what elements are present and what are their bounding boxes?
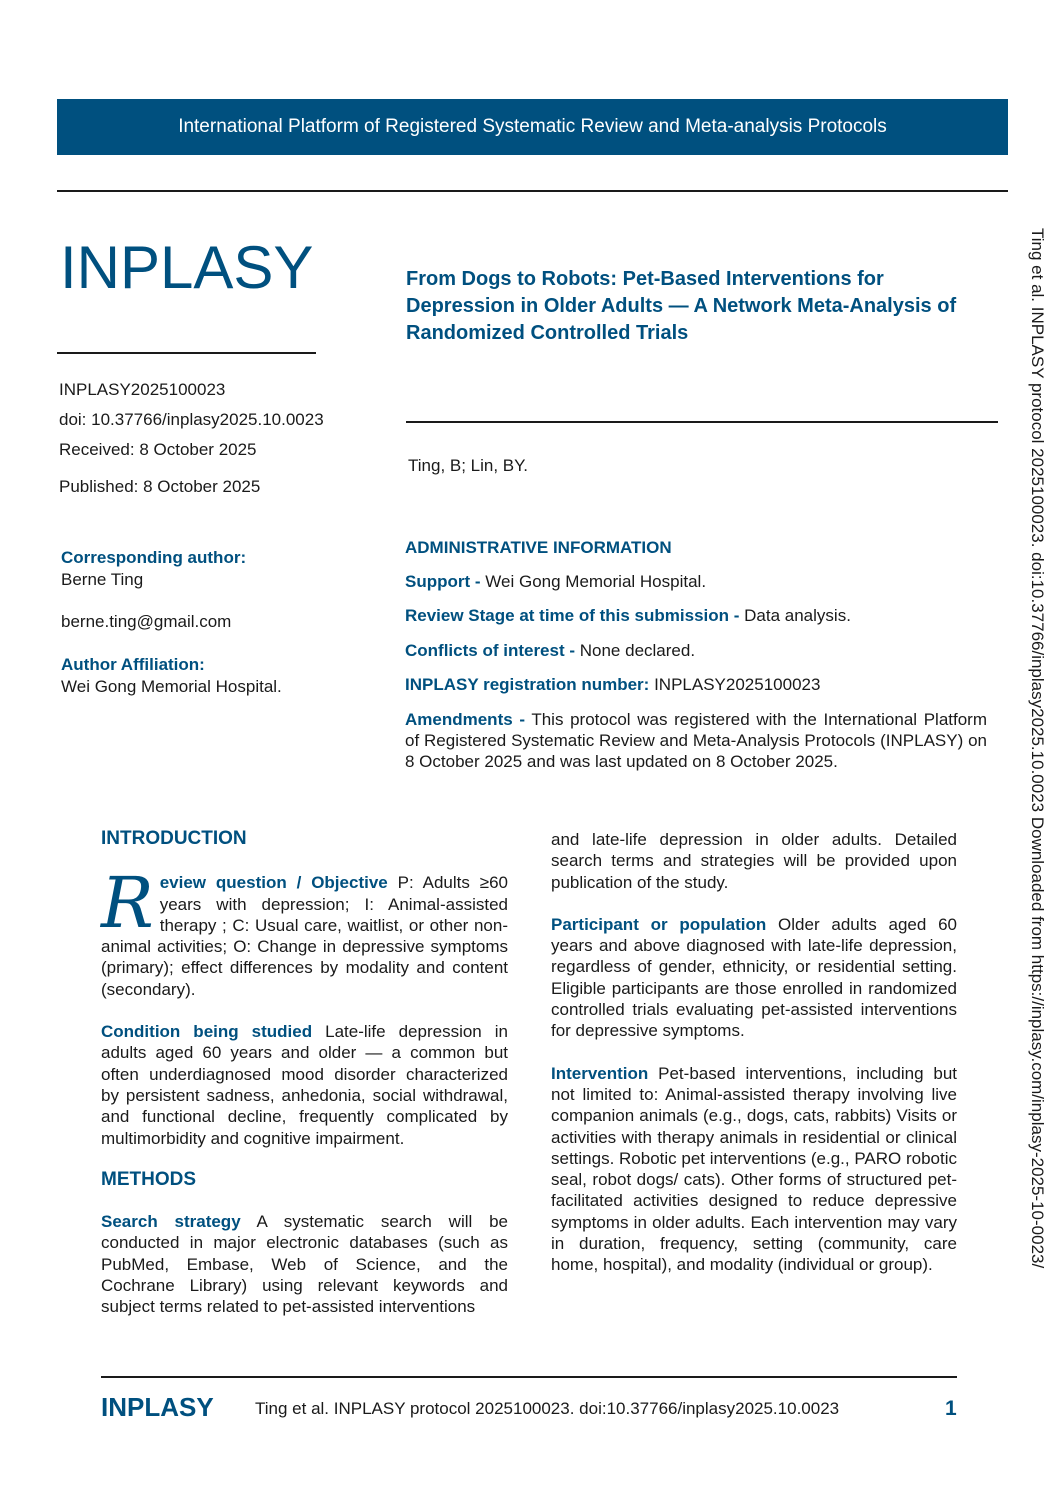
- condition-label: Condition being studied: [101, 1022, 313, 1042]
- participant-label: Participant or population: [551, 914, 767, 934]
- affiliation: Wei Gong Memorial Hospital.: [61, 677, 282, 696]
- published-date: Published: 8 October 2025: [59, 477, 261, 496]
- top-divider: [57, 190, 1008, 192]
- authors: Ting, B; Lin, BY.: [408, 456, 529, 475]
- review-stage-label: Review Stage at time of this submission -: [405, 606, 740, 625]
- participant-paragraph: [551, 914, 957, 1042]
- admin-heading: ADMINISTRATIVE INFORMATION: [405, 538, 672, 557]
- search-strategy-continued: and late-life depression in older adults. Detailed search terms and strategies will be provided upon publication of the study.: [551, 830, 957, 892]
- registration-number-label: INPLASY registration number:: [405, 675, 650, 694]
- footer-divider: [101, 1376, 957, 1378]
- registration-id: INPLASY2025100023: [59, 380, 226, 399]
- corresponding-author-label: Corresponding author:: [61, 548, 247, 567]
- methods-heading: METHODS: [101, 1168, 196, 1190]
- logo-underline: [57, 352, 316, 354]
- body-right-column: [551, 829, 957, 1276]
- dropcap-letter: R: [101, 862, 154, 945]
- introduction-heading: INTRODUCTION: [101, 828, 247, 849]
- condition-paragraph: [101, 1021, 508, 1149]
- review-question-label: eview question / Objective: [159, 873, 388, 893]
- conflicts-value: None declared.: [579, 641, 696, 660]
- review-question-paragraph: [101, 862, 508, 1000]
- search-strategy-label: Search strategy: [101, 1212, 241, 1232]
- intervention-text: Pet-based interventions, including but not limited to: Animal-assisted therapy involving live companion animals (e.g., dogs, cats, rabbits) Visits or activities with therapy animals in residential or clinical settings. Robotic pet interventions (e.g., PARO robotic seal, robot dogs/ cats). Other forms of structured pet-facilitated activities designed to reduce depressive symptoms in older adults. Each intervention may vary in duration, frequency, setting (community, care home, hospital), and modality (individual or group).: [551, 1063, 957, 1275]
- participant-text: Older adults aged 60 years and above diagnosed with late-life depression, regardless of gender, ethnicity, or residential setting. Eligible participants are those enrolled in randomized controlled trials evaluating pet-assisted interventions for depressive symptoms.: [551, 914, 957, 1041]
- corresponding-author-email[interactable]: berne.ting@gmail.com: [61, 612, 232, 631]
- inplasy-logo: INPLASY: [60, 234, 314, 301]
- intervention-label: Intervention: [551, 1063, 649, 1083]
- side-citation[interactable]: Ting et al. INPLASY protocol 2025100023. doi:10.37766/inplasy2025.10.0023 Downloaded from https://inplasy.com/inplasy-2025-10-0023/: [1028, 228, 1047, 1269]
- title-divider: [406, 421, 998, 423]
- header-banner: [57, 99, 1008, 155]
- paper-title: From Dogs to Robots: Pet-Based Interventions for Depression in Older Adults — A Network Meta-Analysis of Randomized Controlled Trials: [406, 268, 957, 344]
- registration-number-value: INPLASY2025100023: [654, 675, 821, 694]
- amendments-label: Amendments -: [405, 710, 525, 729]
- conflicts-label: Conflicts of interest -: [405, 641, 576, 660]
- footer-citation: Ting et al. INPLASY protocol 2025100023. doi:10.37766/inplasy2025.10.0023: [255, 1399, 840, 1418]
- administrative-info: [405, 537, 987, 787]
- body-left-column: [101, 828, 508, 1318]
- condition-text: Late-life depression in adults aged 60 years and older — a common but often underdiagnosed mood disorder characterized by persistent sadness, anhedonia, social withdrawal, and functional decline, frequently complicated by multimorbidity and cognitive impairment.: [101, 1022, 508, 1148]
- review-question-text: P: Adults ≥60 years with depression; I: Animal-assisted therapy ; C: Usual care, waitlist, or other non-animal activities; O: Change in depressive symptoms (primary); effect differences by modality and content (secondary).: [101, 873, 508, 999]
- support-label: Support -: [405, 572, 481, 591]
- support-value: Wei Gong Memorial Hospital.: [485, 572, 707, 591]
- search-strategy-text: A systematic search will be conducted in major electronic databases (such as PubMed, Embase, Web of Science, and the Cochrane Library) using relevant keywords and subject terms related to pet-assisted interventions: [101, 1212, 508, 1317]
- intervention-paragraph: [551, 1063, 957, 1276]
- amendments-value: This protocol was registered with the International Platform of Registered Systematic Review and Meta-Analysis Protocols (INPLASY) on 8 October 2025 and was last updated on 8 October 2025.: [405, 710, 987, 771]
- corresponding-author-name: Berne Ting: [61, 570, 144, 589]
- page-number: 1: [945, 1397, 957, 1420]
- review-stage-value: Data analysis.: [744, 606, 851, 625]
- doi[interactable]: doi: 10.37766/inplasy2025.10.0023: [59, 410, 324, 429]
- footer-logo: INPLASY: [101, 1392, 214, 1422]
- search-strategy-paragraph: [101, 1211, 508, 1317]
- affiliation-label: Author Affiliation:: [61, 655, 205, 674]
- received-date: Received: 8 October 2025: [59, 440, 257, 459]
- banner-text: International Platform of Registered Systematic Review and Meta-analysis Protocols: [178, 116, 887, 137]
